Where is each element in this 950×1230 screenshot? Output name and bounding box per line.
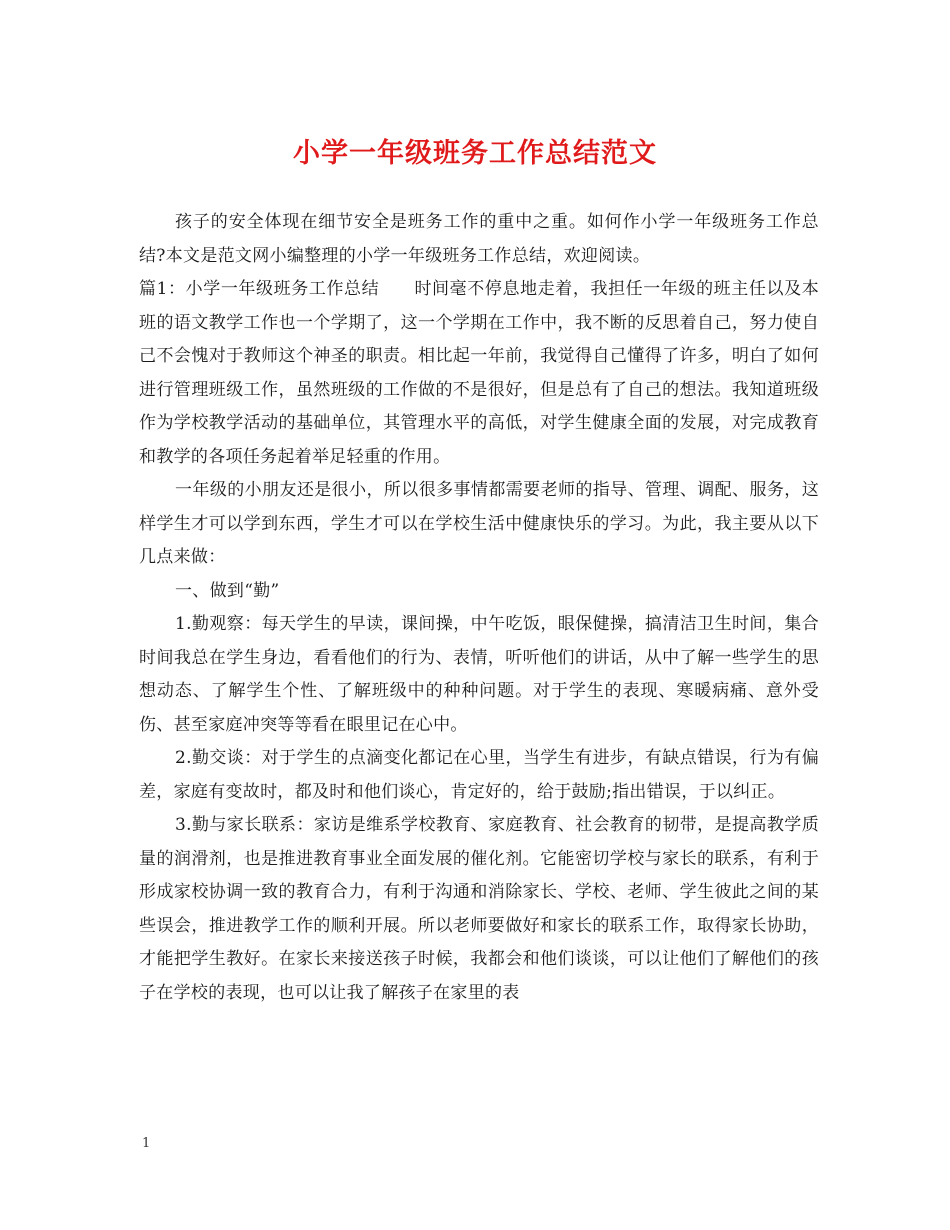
section-heading-diligence: 一、做到“勤” [175,580,280,601]
paragraph-observe: 1.勤观察：每天学生的早读，课间操，中午吃饭，眼保健操，搞清洁卫生时间，集合时间我总在学生身边，看看他们的行为、表情，听听他们的讲话，从中了解一些学生的思想动态、了解学生个性、了解班级中的种种问题。对于学生的表现、寒暖病痛、意外受伤、甚至家庭冲突等等看在眼里记在心中。 [139,614,819,735]
page-number: 1 [142,1136,151,1151]
paragraph-talk: 2.勤交谈：对于学生的点滴变化都记在心里，当学生有进步，有缺点错误，行为有偏差，家庭有变故时，都及时和他们谈心，肯定好的，给于鼓励;指出错误，于以纠正。 [139,748,819,802]
document-body [139,206,819,1010]
document-title: 小学一年级班务工作总结范文 [293,138,657,169]
paragraph-article-1: 篇1：小学一年级班务工作总结 时间毫不停息地走着，我担任一年级的班主任以及本班的语文教学工作也一个学期了，这一个学期在工作中，我不断的反思着自己，努力使自己不会愧对于教师这个神圣的职责。相比起一年前，我觉得自己懂得了许多，明白了如何进行管理班级工作，虽然班级的工作做的不是很好，但是总有了自己的想法。我知道班级作为学校教学活动的基础单位，其管理水平的高低，对学生健康全面的发展，对完成教育和教学的各项任务起着举足轻重的作用。 [139,279,819,467]
paragraph-parents: 3.勤与家长联系：家访是维系学校教育、家庭教育、社会教育的韧带，是提高教学质量的润滑剂，也是推进教育事业全面发展的催化剂。它能密切学校与家长的联系，有利于形成家校协调一致的教育合力，有利于沟通和消除家长、学校、老师、学生彼此之间的某些误会，推进教学工作的顺利开展。所以老师要做好和家长的联系工作，取得家长协助，才能把学生教好。在家长来接送孩子时候，我都会和他们谈谈，可以让他们了解他们的孩子在学校的表现，也可以让我了解孩子在家里的表 [139,815,819,1003]
paragraph-intro: 孩子的安全体现在细节安全是班务工作的重中之重。如何作小学一年级班务工作总结?本文是范文网小编整理的小学一年级班务工作总结，欢迎阅读。 [139,212,819,266]
paragraph-first-grade: 一年级的小朋友还是很小，所以很多事情都需要老师的指导、管理、调配、服务，这样学生才可以学到东西，学生才可以在学校生活中健康快乐的学习。为此，我主要从以下几点来做： [139,480,819,567]
